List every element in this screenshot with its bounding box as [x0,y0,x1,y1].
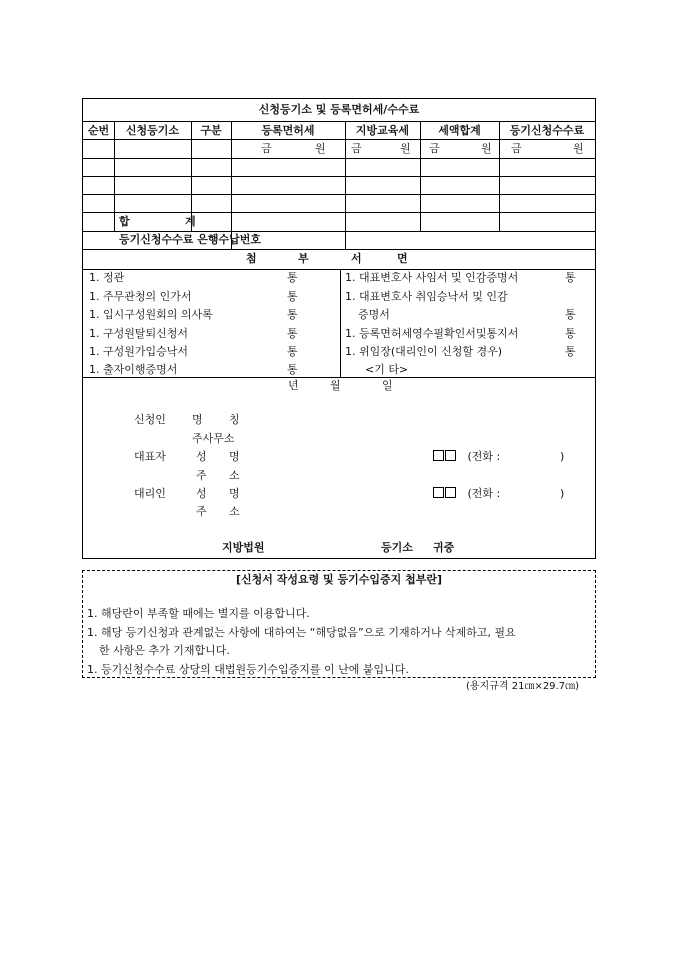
rep-address-label: 소 [229,469,240,482]
attach-title: 첨 [246,252,257,265]
date-month: 월 [330,379,341,392]
total-label-b: 계 [185,215,196,228]
agent-address-label: 소 [229,505,240,518]
header-tax-total: 세액합계 [438,124,481,137]
unit-geum: 금 [511,142,522,155]
phone-label: (전화 : [467,487,501,500]
phone-close: ) [560,487,565,500]
paper-size: (용지규격 21㎝×29.7㎝) [466,681,579,692]
agent-address-label: 주 [196,505,207,518]
attach-title: 서 [351,252,362,265]
attach-left-item: 1. 출자이행증명서 [89,363,178,376]
tong-label: 통 [565,327,576,340]
attach-left-item: 1. 구성원가입승낙서 [89,345,188,358]
unit-geum: 금 [261,142,272,155]
header-office: 신청등기소 [125,124,180,137]
rule [83,269,595,270]
attach-right-item: 1. 등록면허세영수필확인서및통지서 [345,327,519,340]
tong-label: 통 [287,363,298,376]
registry-label: 등기소 [381,541,413,554]
applicant-label: 신청인 [134,413,166,426]
phone-label: (전화 : [467,450,501,463]
unit-won: 원 [573,142,584,155]
rule [83,377,595,378]
date-year: 년 [288,379,299,392]
attach-title: 면 [397,252,408,265]
note-item: 한 사항은 추가 기재합니다. [99,644,230,657]
note-item: 1. 등기신청수수료 상당의 대법원등기수입증지를 이 난에 붙입니다. [87,663,409,676]
unit-won: 원 [481,142,492,155]
tong-label: 통 [565,308,576,321]
rule [83,249,595,250]
rule [83,194,595,195]
tong-label: 통 [565,345,576,358]
header-license-tax: 등록면허세 [261,124,315,137]
tong-label: 통 [287,271,298,284]
rule [83,139,595,140]
rule [340,269,341,377]
applicant-name-label: 명 [192,413,203,426]
agent-name-label: 명 [229,487,240,500]
total-label-a: 합 [119,215,130,228]
rep-phone [433,450,500,464]
rep-name-label: 성 [196,450,207,463]
phone-close: ) [560,450,565,463]
attach-left-item: 1. 구성원탈퇴신청서 [89,327,188,340]
rule [345,121,346,249]
form-title: 신청등기소 및 등록면허세/수수료 [258,103,420,116]
seal-box [433,487,444,498]
attach-right-item: 1. 대표변호사 취임승낙서 및 인감 [345,290,508,303]
addressee-label: 귀중 [433,541,455,554]
rep-name-label: 명 [229,450,240,463]
representative-label: 대표자 [134,450,166,463]
tong-label: 통 [287,327,298,340]
tong-label: 통 [565,271,576,284]
agent-label: 대리인 [134,487,166,500]
note-item: 1. 해당란이 부족할 때에는 별지를 이용합니다. [87,607,310,620]
attach-title: 부 [298,252,309,265]
tong-label: 통 [287,308,298,321]
unit-won: 원 [315,142,326,155]
date-day: 일 [382,379,393,392]
notes-title: [신청서 작성요령 및 등기수입증지 첩부란] [235,573,442,586]
attach-right-item: 1. 위임장(대리인이 신청할 경우) [345,345,503,358]
rep-address-label: 주 [196,469,207,482]
agent-name-label: 성 [196,487,207,500]
court-label: 지방법원 [222,541,265,554]
header-education-tax: 지방교육세 [355,124,410,137]
seal-box [445,487,456,498]
instructions-stamp-area [82,570,596,678]
rule [83,158,595,159]
seal-box [433,450,444,461]
registration-form [82,98,596,559]
attach-right-item: 1. 대표변호사 사임서 및 인감증명서 [345,271,519,284]
note-item: 1. 해당 등기신청과 관계없는 사항에 대하여는 “해당없음”으로 기재하거나 삭제하고, 필요 [87,626,516,639]
unit-geum: 금 [351,142,362,155]
applicant-office-label: 주사무소 [192,432,235,445]
rule [83,176,595,177]
unit-won: 원 [400,142,411,155]
attach-left-item: 1. 주무관청의 인가서 [89,290,192,303]
rule [83,231,595,232]
bank-receipt-label: 등기신청수수료 은행수납번호 [119,233,261,246]
unit-geum: 금 [429,142,440,155]
seal-box [445,450,456,461]
applicant-name-label: 칭 [229,413,240,426]
attach-right-item: 증명서 [358,308,390,321]
attach-left-item: 1. 입시구성원회의 의사록 [89,308,213,321]
tong-label: 통 [287,345,298,358]
attach-right-item: <기 타> [365,363,409,376]
rule [83,121,595,122]
header-type: 구분 [200,124,222,137]
rule [83,212,595,213]
rule [231,121,232,249]
tong-label: 통 [287,290,298,303]
header-fee: 등기신청수수료 [509,124,585,137]
header-no: 순번 [87,124,110,137]
attach-left-item: 1. 정관 [89,271,125,284]
agent-phone [433,487,500,501]
